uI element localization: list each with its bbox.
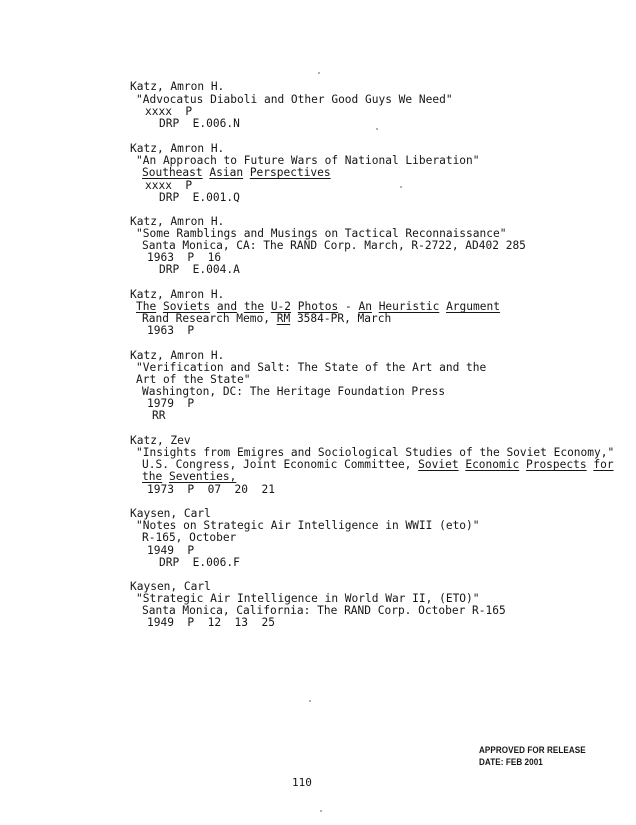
- entry-call-number: DRP E.006.F: [159, 556, 240, 569]
- entry-code: 1973 P 07 20 21: [147, 483, 275, 496]
- source-word: Southeast: [142, 166, 203, 179]
- publisher-word: for: [593, 458, 614, 471]
- entry-code: xxxx P: [145, 105, 193, 118]
- entry-publisher: Santa Monica, CA: The RAND Corp. March, R-2722, AD402 285: [142, 239, 526, 252]
- title-word: Soviets: [162, 300, 211, 313]
- entry-code: 1963 P 16: [147, 251, 222, 264]
- publisher-word: Economic: [465, 458, 520, 471]
- title-word: and: [216, 300, 238, 313]
- publisher-word: Prospects: [525, 458, 587, 471]
- release-stamp: [479, 745, 586, 769]
- entry-author: Katz, Amron H.: [130, 215, 225, 228]
- title-word: Photos: [297, 300, 339, 313]
- entry-code: 1949 P: [147, 544, 195, 557]
- entry-title-continued: Art of the State": [136, 373, 251, 386]
- title-word: The: [136, 300, 157, 313]
- scan-speck: [400, 186, 402, 188]
- entry-title: "Advocatus Diaboli and Other Good Guys We Need": [136, 93, 453, 106]
- entry-publisher: Santa Monica, California: The RAND Corp. October R-165: [142, 604, 506, 617]
- entry-author: Kaysen, Carl: [130, 580, 211, 593]
- entry-call-number: RR: [152, 409, 166, 422]
- entry-source: [142, 167, 331, 179]
- title-word: Heuristic: [378, 300, 440, 313]
- entry-call-number: DRP E.004.A: [159, 263, 240, 276]
- entry-code: 1949 P 12 13 25: [147, 616, 275, 629]
- publisher-part: U.S. Congress, Joint Economic Committee,: [142, 458, 419, 471]
- publisher-word: the: [142, 470, 163, 483]
- title-word: the: [243, 300, 265, 313]
- entry-title: "Verification and Salt: The State of the Art and the: [136, 361, 487, 374]
- stamp-line: APPROVED FOR RELEASE: [479, 745, 586, 756]
- entry-title: "Strategic Air Intelligence in World War II, (ETO)": [136, 592, 480, 605]
- entry-publisher: Washington, DC: The Heritage Foundation Press: [142, 385, 446, 398]
- entry-code: 1979 P: [147, 397, 195, 410]
- title-word: Argument: [446, 300, 500, 313]
- scan-speck: [376, 128, 378, 130]
- entry-title: "Some Ramblings and Musings on Tactical Reconnaissance": [136, 227, 507, 240]
- entry-code: 1963 P: [147, 324, 195, 337]
- entry-title: "Notes on Strategic Air Intelligence in WWII (eto)": [136, 519, 480, 532]
- entry-title: "An Approach to Future Wars of National Liberation": [136, 154, 480, 167]
- entry-author: Katz, Amron H.: [130, 349, 225, 362]
- entry-author: Katz, Amron H.: [130, 80, 225, 93]
- entry-publisher: R-165, October: [142, 531, 237, 544]
- scan-speck: [318, 72, 320, 74]
- page-number: 110: [292, 776, 312, 789]
- publisher-part: RM: [276, 312, 291, 325]
- stamp-line: DATE: FEB 2001: [479, 757, 543, 768]
- entry-title: "Insights from Emigres and Sociological Studies of the Soviet Economy,": [136, 446, 615, 459]
- scan-speck: [320, 810, 322, 812]
- title-word: -: [344, 300, 352, 313]
- title-word: An: [358, 300, 372, 313]
- entry-author: Katz, Amron H.: [130, 142, 225, 155]
- entry-publisher-continued: [142, 471, 236, 483]
- entry-author: Katz, Zev: [130, 434, 191, 447]
- entry-author: Kaysen, Carl: [130, 507, 211, 520]
- entry-code: xxxx P: [145, 179, 193, 192]
- entry-call-number: DRP E.006.N: [159, 117, 240, 130]
- source-word: Asian: [209, 166, 244, 179]
- publisher-word: Seventies,: [168, 470, 237, 483]
- publisher-word: Soviet: [418, 458, 459, 471]
- publisher-part: Rand Research Memo,: [142, 312, 277, 325]
- publisher-part: 3584-PR, March: [290, 312, 392, 325]
- title-word: U-2: [270, 300, 292, 313]
- source-word: Perspectives: [249, 166, 331, 179]
- entry-call-number: DRP E.001.Q: [159, 191, 240, 204]
- scan-speck: [309, 700, 311, 702]
- entry-author: Katz, Amron H.: [130, 288, 225, 301]
